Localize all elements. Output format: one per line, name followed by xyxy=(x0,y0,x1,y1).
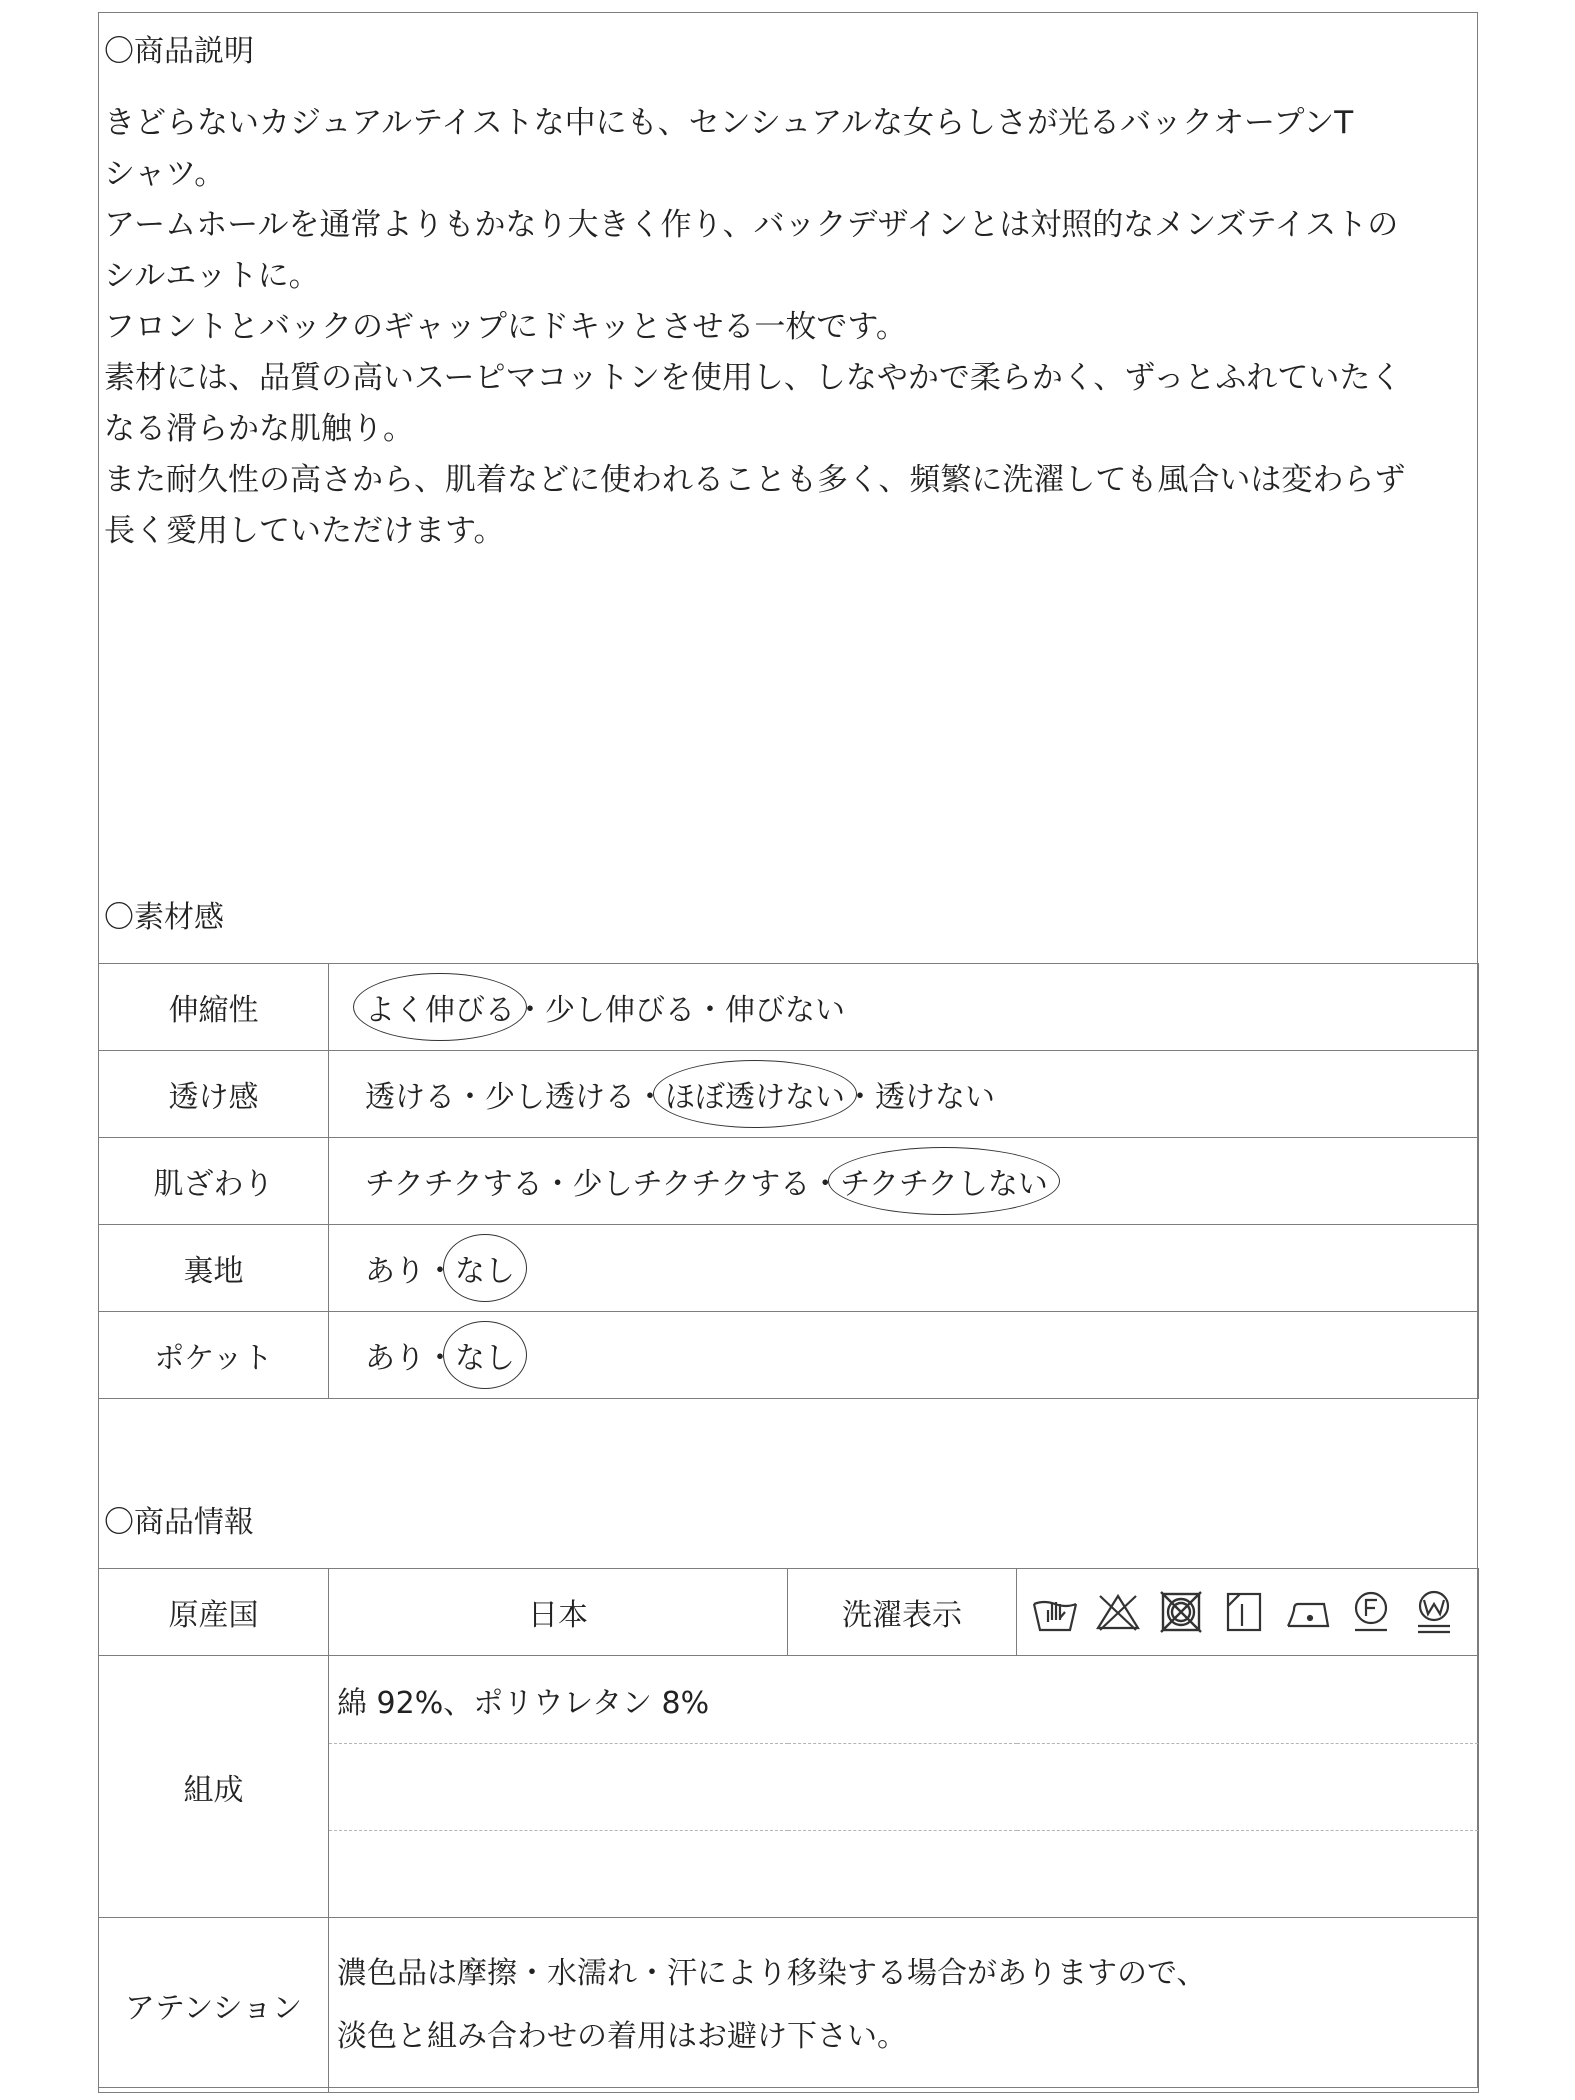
material-row xyxy=(99,964,1479,1051)
material-options xyxy=(329,1312,1479,1399)
option xyxy=(545,985,695,1029)
attention-line: 濃色品は摩擦・水濡れ・汗により移染する場合がありますので、 xyxy=(337,1956,1207,1991)
description-line: シルエットに。 xyxy=(104,258,320,294)
composition-line: 綿 92%、ポリウレタン 8% xyxy=(329,1656,1479,1744)
description-line: アームホールを通常よりもかなり大きく作り、バックデザインとは対照的なメンズテイストの xyxy=(104,207,1399,243)
no-tumble-dry-icon xyxy=(1157,1588,1205,1636)
material-row xyxy=(99,1138,1479,1225)
option-selected xyxy=(455,1246,515,1290)
composition-label: 組成 xyxy=(99,1656,329,1918)
option xyxy=(365,1159,543,1203)
option-label: 伸びない xyxy=(725,993,845,1028)
option-label: チクチクしない xyxy=(840,1167,1048,1202)
option-label: ほぼ透けない xyxy=(665,1080,845,1115)
material-row-label: 肌ざわり xyxy=(99,1138,329,1225)
option-label: 透ける xyxy=(365,1080,455,1115)
option-separator: ・ xyxy=(425,1254,455,1289)
option-label: なし xyxy=(455,1341,515,1376)
option-separator: ・ xyxy=(455,1080,485,1115)
attention-line: 淡色と組み合わせの着用はお避け下さい。 xyxy=(337,2019,907,2054)
option-label: 少しチクチクする xyxy=(572,1167,811,1202)
description-line: なる滑らかな肌触り。 xyxy=(104,411,414,447)
option-selected xyxy=(840,1159,1048,1203)
wet-clean-w-icon xyxy=(1410,1588,1458,1636)
option-separator: ・ xyxy=(515,993,545,1028)
description-line: 素材には、品質の高いスーピマコットンを使用し、しなやかで柔らかく、ずっとふれていたく xyxy=(104,360,1402,396)
attention-text xyxy=(329,1918,1479,2093)
option-separator: ・ xyxy=(810,1167,841,1202)
description-heading: 〇商品説明 xyxy=(104,34,254,69)
option-label: チクチクする xyxy=(365,1167,543,1202)
option-selected xyxy=(365,985,515,1029)
option xyxy=(485,1072,635,1116)
description-line: フロントとバックのギャップにドキッとさせる一枚です。 xyxy=(104,309,907,345)
option-separator: ・ xyxy=(695,993,725,1028)
option-separator: ・ xyxy=(635,1080,665,1115)
option-label: 少し透ける xyxy=(485,1080,635,1115)
product-description xyxy=(104,98,1464,557)
option-label: あり xyxy=(365,1341,425,1376)
care-label: 洗濯表示 xyxy=(788,1569,1017,1656)
material-options xyxy=(329,1138,1479,1225)
option-selected xyxy=(665,1072,845,1116)
material-options xyxy=(329,1051,1479,1138)
product-info-table xyxy=(98,1568,1479,2093)
material-row-label: 透け感 xyxy=(99,1051,329,1138)
option-selected xyxy=(455,1333,515,1377)
material-row xyxy=(99,1312,1479,1399)
description-line: シャツ。 xyxy=(104,156,226,192)
description-line: 長く愛用していただけます。 xyxy=(104,513,505,549)
info-heading: 〇商品情報 xyxy=(104,1505,254,1540)
option-separator: ・ xyxy=(845,1080,875,1115)
option-label: なし xyxy=(455,1254,515,1289)
option xyxy=(875,1072,995,1116)
material-heading: 〇素材感 xyxy=(104,900,224,935)
material-row-label: 伸縮性 xyxy=(99,964,329,1051)
option xyxy=(365,1072,455,1116)
option xyxy=(365,1333,425,1377)
selection-circle xyxy=(828,1147,1060,1215)
option-label: 少し伸びる xyxy=(545,993,695,1028)
origin-label: 原産国 xyxy=(99,1569,329,1656)
option xyxy=(573,1159,811,1203)
material-options xyxy=(329,1225,1479,1312)
line-dry-shade-icon xyxy=(1220,1588,1268,1636)
attention-label: アテンション xyxy=(99,1918,329,2093)
dry-clean-f-icon xyxy=(1347,1588,1395,1636)
selection-circle xyxy=(353,973,527,1041)
selection-circle xyxy=(653,1060,857,1128)
material-row-label: ポケット xyxy=(99,1312,329,1399)
description-line: きどらないカジュアルテイストな中にも、センシュアルな女らしさが光るバックオープンT xyxy=(104,105,1354,141)
option-label: 透けない xyxy=(875,1080,995,1115)
composition-line xyxy=(329,1744,1479,1831)
material-row xyxy=(99,1051,1479,1138)
selection-circle xyxy=(443,1234,527,1302)
option-separator: ・ xyxy=(425,1341,455,1376)
composition-line xyxy=(329,1831,1479,1918)
material-options xyxy=(329,964,1479,1051)
origin-value: 日本 xyxy=(329,1569,788,1656)
option xyxy=(725,985,845,1029)
material-feel-table xyxy=(98,963,1479,1399)
description-line: また耐久性の高さから、肌着などに使われることも多く、頻繁に洗濯しても風合いは変わらず xyxy=(104,462,1406,498)
material-row-label: 裏地 xyxy=(99,1225,329,1312)
option-separator: ・ xyxy=(542,1167,573,1202)
care-symbols-cell xyxy=(1017,1569,1479,1656)
option-label: よく伸びる xyxy=(365,993,515,1028)
no-bleach-icon xyxy=(1094,1588,1142,1636)
option-label: あり xyxy=(365,1254,425,1289)
option xyxy=(365,1246,425,1290)
hand-wash-icon xyxy=(1031,1588,1079,1636)
iron-low-icon xyxy=(1284,1588,1332,1636)
material-row xyxy=(99,1225,1479,1312)
selection-circle xyxy=(443,1321,527,1389)
